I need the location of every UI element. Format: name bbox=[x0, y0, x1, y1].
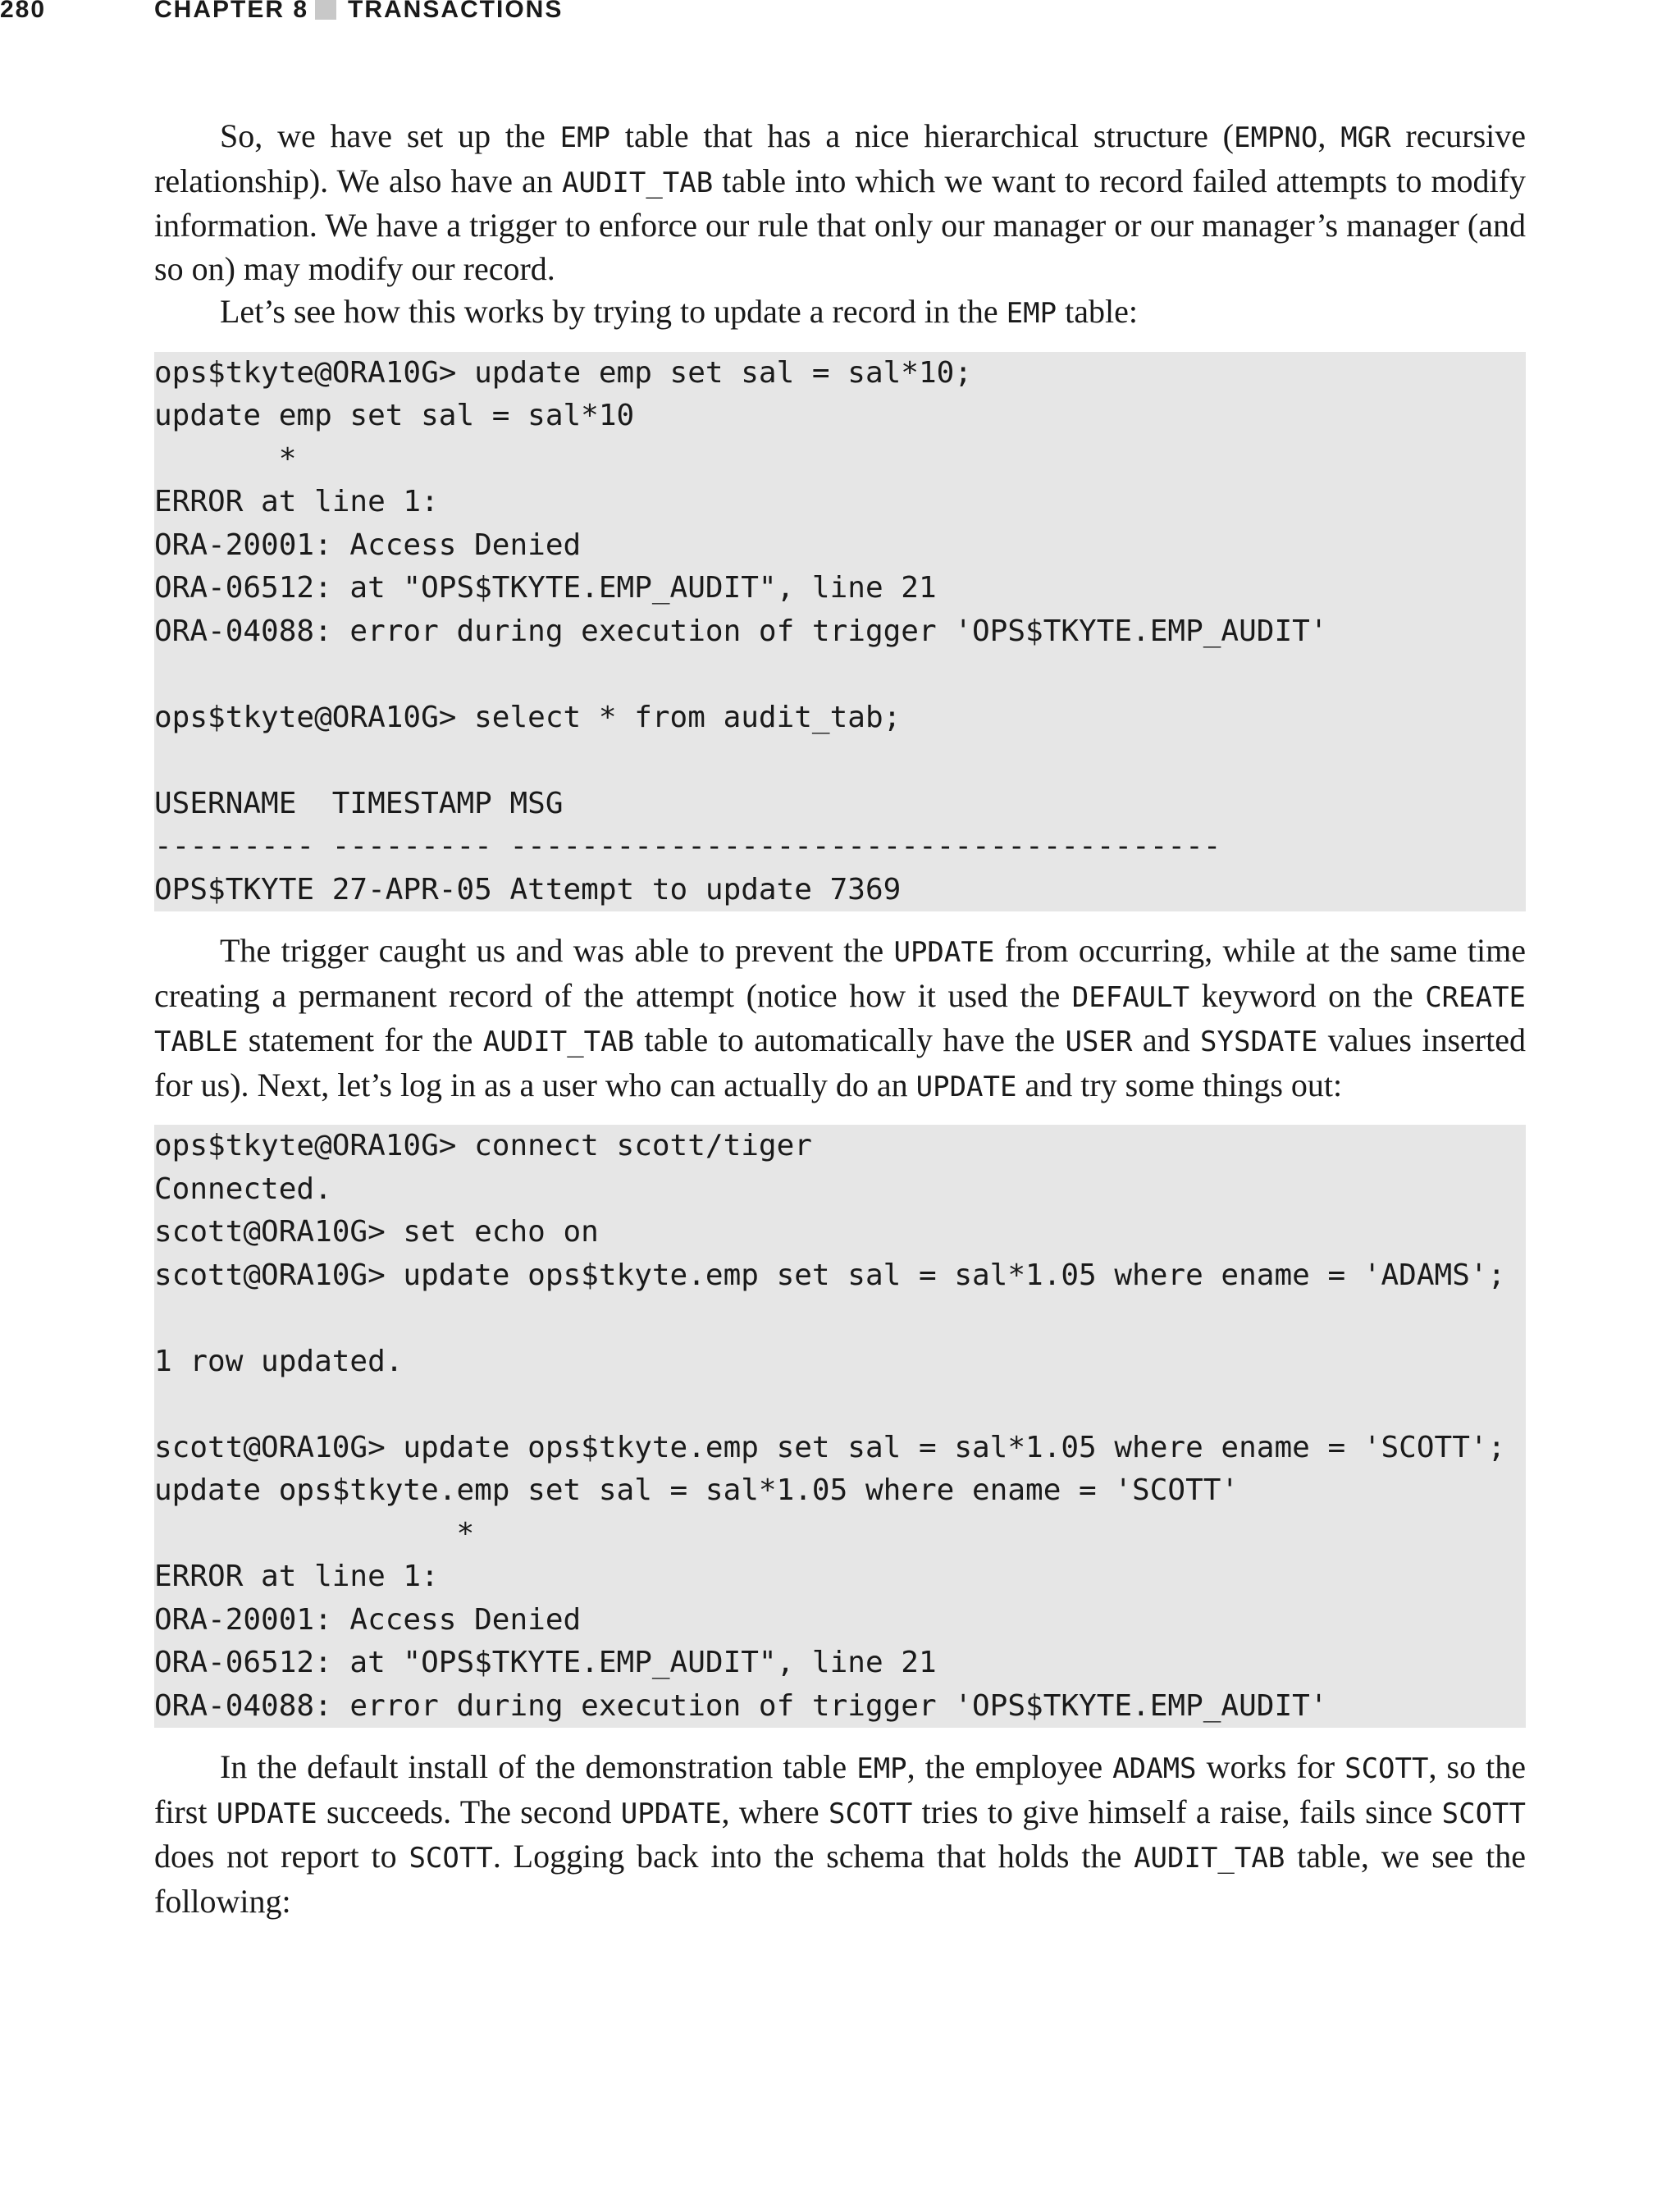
inline-code: MGR bbox=[1340, 121, 1391, 154]
code-line bbox=[154, 1383, 1526, 1427]
inline-code: UPDATE bbox=[216, 1797, 317, 1830]
code-line: scott@ORA10G> set echo on bbox=[154, 1215, 599, 1249]
header-separator-block bbox=[315, 0, 336, 20]
code-line: scott@ORA10G> update ops$tkyte.emp set sal = sal*1.05 where ename = 'ADAMS'; bbox=[154, 1258, 1506, 1292]
code-line: ORA-06512: at "OPS$TKYTE.EMP_AUDIT", line 21 bbox=[154, 571, 937, 605]
inline-code: CREATE TABLE bbox=[154, 980, 1527, 1058]
inline-code: USER bbox=[1065, 1025, 1133, 1058]
code-line: ops$tkyte@ORA10G> update emp set sal = sal*10; bbox=[154, 355, 972, 390]
code-line: Connected. bbox=[154, 1172, 332, 1206]
inline-code: SCOTT bbox=[409, 1842, 493, 1875]
code-block-audit-attempt bbox=[154, 352, 1526, 912]
code-line: * bbox=[154, 441, 297, 476]
code-line: ERROR at line 1: bbox=[154, 485, 439, 518]
code-line: ORA-04088: error during execution of trigger 'OPS$TKYTE.EMP_AUDIT' bbox=[154, 1688, 1328, 1723]
code-line bbox=[154, 1297, 1526, 1341]
page-body bbox=[154, 115, 1526, 1923]
code-line: ORA-06512: at "OPS$TKYTE.EMP_AUDIT", line 21 bbox=[154, 1646, 937, 1679]
paragraph-trigger-caught: The trigger caught us and was able to prevent the UPDATE from occurring, while at the same time creating a permanent record of the attempt (notice how it used the DEFAULT keyword on the CREATE TABLE statement for the AUDIT_TAB table to automatically have the USER and SYSDATE values inserted for us). Next, let’s log in as a user who can actually do an UPDATE and try some things out: bbox=[154, 932, 1527, 1103]
inline-code: AUDIT_TAB bbox=[1134, 1842, 1285, 1875]
section-title: TRANSACTIONS bbox=[348, 0, 564, 23]
code-line: * bbox=[154, 1516, 475, 1551]
code-line bbox=[154, 653, 1526, 697]
inline-code: SCOTT bbox=[828, 1797, 913, 1830]
inline-code: SCOTT bbox=[1441, 1797, 1526, 1830]
chapter-label: CHAPTER 8 bbox=[154, 0, 309, 23]
inline-code: DEFAULT bbox=[1071, 980, 1190, 1014]
code-line: ORA-20001: Access Denied bbox=[154, 528, 582, 562]
paragraph-try-update: Let’s see how this works by trying to update a record in the EMP table: bbox=[220, 293, 1138, 330]
code-line: ORA-20001: Access Denied bbox=[154, 1602, 582, 1637]
paragraph-setup: So, we have set up the EMP table that has a nice hierarchical structure (EMPNO, MGR recursive relationship). We also have an AUDIT_TAB table into which we want to record failed attempts to modify information. We have a trigger to enforce our rule that only our manager or our manager’s manager (and so on) may modify our record. bbox=[154, 117, 1527, 287]
code-line: update emp set sal = sal*10 bbox=[154, 399, 635, 432]
inline-code: SCOTT bbox=[1344, 1752, 1429, 1785]
running-header bbox=[0, 0, 1680, 33]
code-line: ERROR at line 1: bbox=[154, 1560, 439, 1593]
inline-code: AUDIT_TAB bbox=[561, 166, 714, 199]
page-number: 280 bbox=[0, 0, 47, 23]
inline-code: EMP bbox=[559, 121, 611, 154]
code-line bbox=[154, 739, 1526, 783]
inline-code: EMP bbox=[1006, 297, 1057, 330]
code-block-scott-session bbox=[154, 1125, 1526, 1728]
code-line: ops$tkyte@ORA10G> connect scott/tiger bbox=[154, 1129, 812, 1162]
inline-code: SYSDATE bbox=[1200, 1025, 1318, 1058]
code-line: ORA-04088: error during execution of trigger 'OPS$TKYTE.EMP_AUDIT' bbox=[154, 614, 1328, 648]
code-line: USERNAME TIMESTAMP MSG bbox=[154, 786, 564, 820]
code-line: scott@ORA10G> update ops$tkyte.emp set sal = sal*1.05 where ename = 'SCOTT'; bbox=[154, 1430, 1506, 1464]
code-line: OPS$TKYTE 27-APR-05 Attempt to update 7369 bbox=[154, 872, 902, 907]
inline-code: EMPNO bbox=[1234, 121, 1318, 154]
inline-code: UPDATE bbox=[915, 1070, 1017, 1103]
code-line: update ops$tkyte.emp set sal = sal*1.05 where ename = 'SCOTT' bbox=[154, 1473, 1239, 1507]
inline-code: ADAMS bbox=[1112, 1752, 1197, 1785]
inline-code: UPDATE bbox=[893, 936, 995, 969]
inline-code: EMP bbox=[856, 1752, 907, 1785]
inline-code: UPDATE bbox=[620, 1797, 722, 1830]
inline-code: AUDIT_TAB bbox=[482, 1025, 635, 1058]
code-line: 1 row updated. bbox=[154, 1344, 404, 1378]
code-line: ops$tkyte@ORA10G> select * from audit_tab; bbox=[154, 700, 902, 734]
paragraph-default-install: In the default install of the demonstration table EMP, the employee ADAMS works for SCOTT, so the first UPDATE succeeds. The second UPDATE, where SCOTT tries to give himself a raise, fails since SCOTT does not report to SCOTT. Logging back into the schema that holds the AUDIT_TAB table, we see the following: bbox=[154, 1748, 1526, 1920]
code-line: --------- --------- ---------------------------------------- bbox=[154, 829, 1221, 863]
